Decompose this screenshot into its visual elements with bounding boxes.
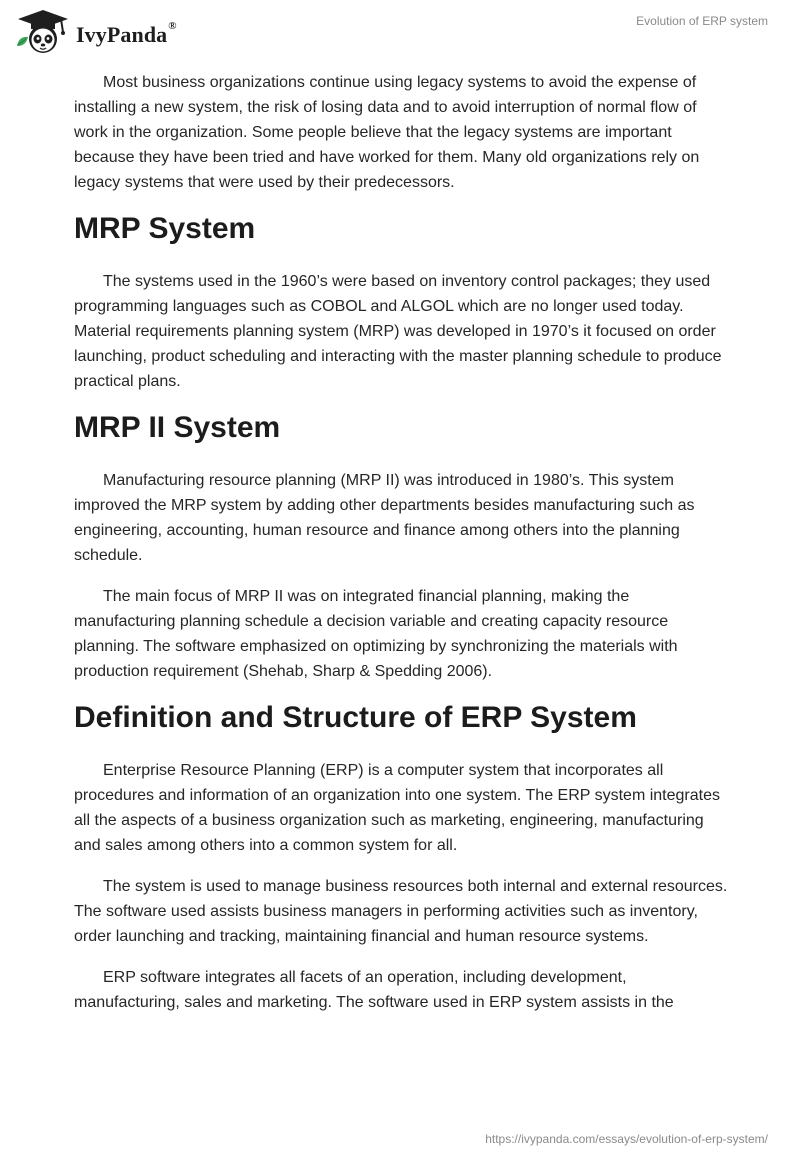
heading-erp-definition: Definition and Structure of ERP System: [74, 701, 637, 734]
paragraph-mrp-ii-focus: The main focus of MRP II was on integrated financial planning, making the manufacturing planning schedule a decision variable and creating capacity resource planning. The software emphasized on optimizing by synchronizing the materials with production requirement (Shehab, Sharp & Spedding 2006).: [74, 588, 678, 680]
document-title: Evolution of ERP system: [636, 14, 768, 28]
essay-content: [74, 70, 734, 1031]
paragraph-mrp-ii-intro: Manufacturing resource planning (MRP II) was introduced in 1980’s. This system improved the MRP system by adding other departments besides manufacturing such as engineering, accounting, human resource and finance among others into the planning schedule.: [74, 472, 695, 564]
heading-mrp-system: MRP System: [74, 212, 256, 245]
page-header: [0, 0, 800, 60]
paragraph-erp-definition: Enterprise Resource Planning (ERP) is a computer system that incorporates all procedures and information of an organization into one system. The ERP system integrates all the aspects of a business organization such as marketing, engineering, manufacturing and sales among others into a common system for all.: [74, 762, 720, 854]
paragraph-legacy-systems: Most business organizations continue using legacy systems to avoid the expense of installing a new system, the risk of losing data and to avoid interruption of normal flow of work in the organization. Some people believe that the legacy systems are important because they have been tried and have worked for them. Many old organizations rely on legacy systems that were used by their predecessors.: [74, 74, 700, 191]
panda-mascot-icon: [14, 8, 72, 56]
page-url[interactable]: https://ivypanda.com/essays/evolution-of-erp-system/: [485, 1132, 768, 1146]
paragraph-erp-facets: ERP software integrates all facets of an operation, including development, manufacturing, sales and marketing. The software used in ERP system assists in the: [74, 969, 674, 1011]
registered-mark: ®: [168, 20, 177, 32]
ivypanda-logo[interactable]: [14, 8, 177, 56]
heading-mrp-ii-system: MRP II System: [74, 411, 281, 444]
paragraph-mrp-history: The systems used in the 1960’s were based on inventory control packages; they used programming languages such as COBOL and ALGOL which are no longer used today. Material requirements planning system (MRP) was developed in 1970’s it focused on order launching, product scheduling and interacting with the master planning schedule to produce practical plans.: [74, 273, 722, 390]
brand-name: IvyPanda®: [76, 20, 177, 47]
paragraph-erp-resources: The system is used to manage business resources both internal and external resources. The software used assists business managers in performing activities such as inventory, order launching and tracking, maintaining financial and human resource systems.: [74, 878, 728, 945]
